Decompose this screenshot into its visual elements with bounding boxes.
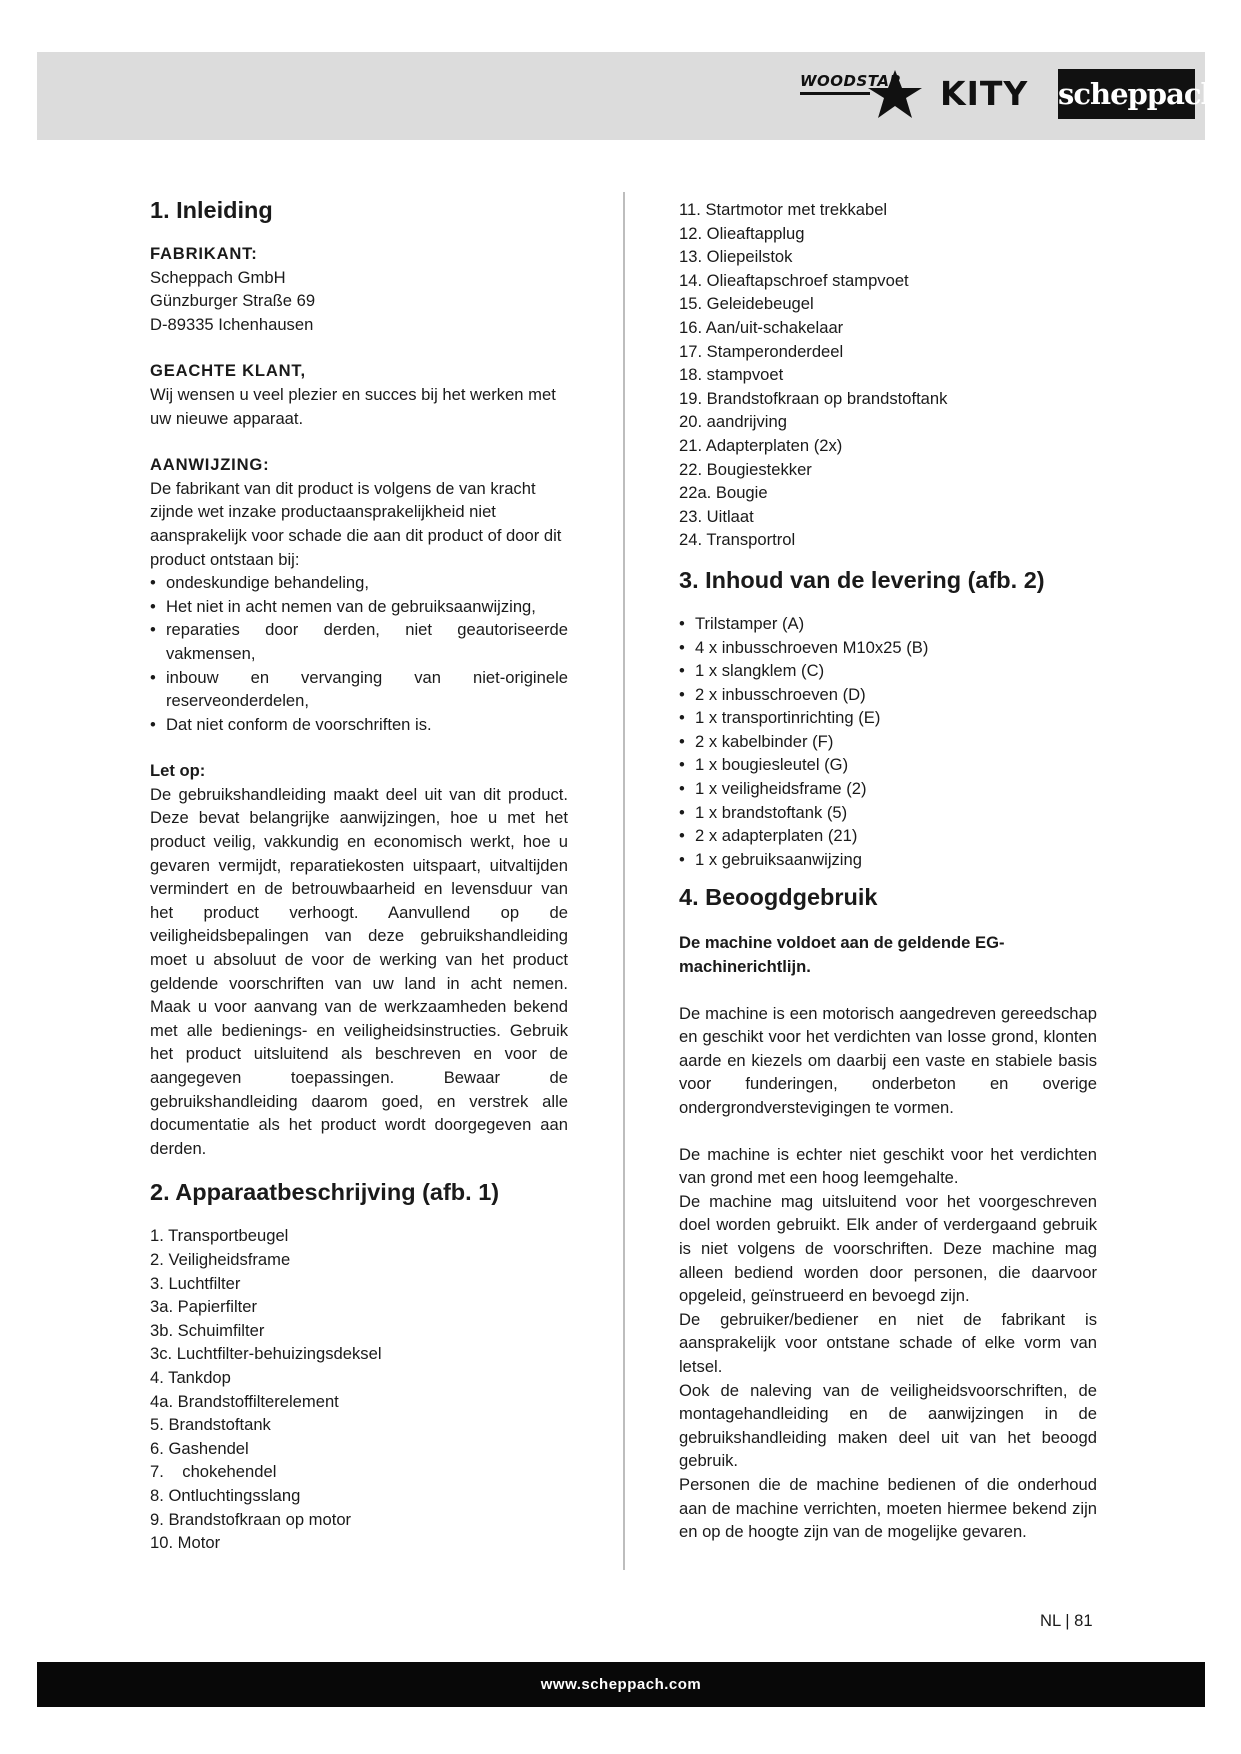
list-item: 1. Transportbeugel bbox=[150, 1226, 289, 1246]
manufacturer-line: Scheppach GmbH bbox=[150, 267, 286, 287]
parts-list-continued bbox=[679, 198, 1097, 552]
intended-use-paragraph: Personen die de machine bedienen of die onderhoud aan de machine verrichten, moeten hiermee bekend zijn en op de hoogte zijn van de mogelijke gevaren. bbox=[679, 1474, 1097, 1542]
list-item: 11. Startmotor met trekkabel bbox=[679, 200, 888, 219]
left-column bbox=[150, 190, 568, 1555]
list-item: • 1 x bougiesleutel (G) bbox=[679, 753, 1097, 777]
page-number: NL | 81 bbox=[1040, 1611, 1093, 1630]
list-item: 10. Motor bbox=[150, 1533, 221, 1553]
list-item: • 2 x inbusschroeven (D) bbox=[679, 683, 1097, 707]
footer-band bbox=[37, 1662, 1205, 1707]
list-item: 4. Tankdop bbox=[150, 1367, 231, 1387]
manufacturer-heading: FABRIKANT: bbox=[150, 244, 258, 263]
list-item: 24. Transportrol bbox=[679, 530, 796, 550]
list-item: • Trilstamper (A) bbox=[679, 612, 1097, 636]
list-item: • Het niet in acht nemen van de gebruiksaanwijzing, bbox=[150, 595, 568, 619]
list-item: 20. aandrijving bbox=[679, 412, 787, 432]
delivery-list bbox=[679, 612, 1097, 872]
list-item: 19. Brandstofkraan op brandstoftank bbox=[679, 388, 948, 408]
list-item: 13. Oliepeilstok bbox=[679, 247, 793, 267]
list-item: 6. Gashendel bbox=[150, 1438, 249, 1458]
list-item: • 2 x adapterplaten (21) bbox=[679, 824, 1097, 848]
list-item: • 1 x slangklem (C) bbox=[679, 659, 1097, 683]
list-item: • 4 x inbusschroeven M10x25 (B) bbox=[679, 636, 1097, 660]
manufacturer-line: Günzburger Straße 69 bbox=[150, 291, 316, 311]
list-item: 3c. Luchtfilter-behuizingsdeksel bbox=[150, 1344, 382, 1364]
list-item: 16. Aan/uit-schakelaar bbox=[679, 317, 844, 337]
intended-use-paragraph: Ook de naleving van de veiligheidsvoorschriften, de montagehandleiding en de aanwijzingen in de gebruikshandleiding maken deel uit van het beoogd gebruik. bbox=[679, 1380, 1097, 1471]
list-item: 22. Bougiestekker bbox=[679, 459, 812, 479]
list-item: • 1 x brandstoftank (5) bbox=[679, 801, 1097, 825]
section-1-title: 1. Inleiding bbox=[150, 197, 273, 223]
list-item: • Dat niet conform de voorschriften is. bbox=[150, 713, 568, 737]
intended-use-paragraph: De machine is echter niet geschikt voor het verdichten van grond met een hoog leemgehalte. bbox=[679, 1144, 1097, 1188]
list-item: 5. Brandstoftank bbox=[150, 1415, 271, 1435]
attention-text: De gebruikshandleiding maakt deel uit van dit product. Deze bevat belangrijke aanwijzingen, hoe u met het product veilig, vakkundig en economisch werkt, hoe u gevaren vermijdt, reparatiekosten uitspaart, uitvaltijden vermindert en de betrouwbaarheid en levensduur van het product verhoogt. Aanvullend op de veiligheidsbepalingen van deze gebruikshandleiding moet u absoluut de voor de werking van het product geldende voorschriften van uw land in acht nemen. Maak u voor aanvang van de werkzaamheden bekend met alle bedienings- en veiligheidsinstructies. Gebruik het product uitsluitend als beschreven en voor de aangegeven toepassingen. Bewaar de gebruikshandleiding daarom goed, en verstrek alle documentatie als het product wordt doorgegeven aan derden. bbox=[150, 784, 568, 1158]
list-item: • 1 x transportinrichting (E) bbox=[679, 706, 1097, 730]
customer-text: Wij wensen u veel plezier en succes bij het werken met uw nieuwe apparaat. bbox=[150, 384, 556, 428]
intended-use-paragraph: De gebruiker/bediener en niet de fabrikant is aansprakelijk voor ontstane schade of elke vorm van letsel. bbox=[679, 1309, 1097, 1376]
list-item: 14. Olieaftapschroef stampvoet bbox=[679, 270, 909, 290]
list-item: 12. Olieaftapplug bbox=[679, 223, 805, 243]
intended-use-paragraph: De machine is een motorisch aangedreven gereedschap en geschikt voor het verdichten van losse grond, klonten aarde en kiezels om daarbij een vaste en stabiele basis voor funderingen, onderbeton en overige ondergrondverstevigingen te vormen. bbox=[679, 1003, 1097, 1117]
list-item: 22a. Bougie bbox=[679, 483, 768, 503]
list-item: • 1 x veiligheidsframe (2) bbox=[679, 777, 1097, 801]
notice-text: De fabrikant van dit product is volgens de van kracht zijnde wet inzake productaansprakelijkheid niet aansprakelijk voor schade die aan dit product of door dit product ontstaan bij: bbox=[150, 478, 562, 569]
list-item: 3. Luchtfilter bbox=[150, 1273, 241, 1293]
list-item: • 1 x gebruiksaanwijzing bbox=[679, 848, 1097, 872]
intended-use-paragraph: De machine mag uitsluitend voor het voorgeschreven doel worden gebruikt. Elk ander of verdergaand gebruik is niet volgens de voorschriften. Deze machine mag alleen bediend worden door personen, die daarvoor opgeleid, geïnstrueerd en bevoegd zijn. bbox=[679, 1191, 1097, 1306]
attention-heading: Let op: bbox=[150, 761, 206, 781]
intended-use-statement: De machine voldoet aan de geldende EG-machinerichtlijn. bbox=[679, 933, 1005, 977]
manufacturer-line: D-89335 Ichenhausen bbox=[150, 314, 314, 334]
header-band bbox=[37, 52, 1205, 140]
notice-bullet-list bbox=[150, 571, 568, 736]
list-item: 9. Brandstofkraan op motor bbox=[150, 1509, 352, 1529]
customer-heading: GEACHTE KLANT, bbox=[150, 361, 306, 381]
list-item: • reparaties door derden, niet geautoriseerde vakmensen, bbox=[150, 618, 568, 665]
list-item: 23. Uitlaat bbox=[679, 506, 754, 526]
kity-logo: KITY bbox=[940, 74, 1029, 113]
parts-list bbox=[150, 1224, 568, 1554]
list-item: 3a. Papierfilter bbox=[150, 1297, 257, 1317]
swoosh-line-icon bbox=[800, 92, 870, 95]
scheppach-logo: scheppach bbox=[1058, 69, 1195, 119]
list-item: • ondeskundige behandeling, bbox=[150, 571, 568, 595]
right-column bbox=[679, 198, 1097, 1544]
list-item: 8. Ontluchtingsslang bbox=[150, 1485, 301, 1505]
woodstar-text: WOODSTAR bbox=[800, 72, 902, 90]
section-3-title: 3. Inhoud van de levering (afb. 2) bbox=[679, 566, 1045, 593]
notice-heading: AANWIJZING: bbox=[150, 455, 270, 475]
list-item: 2. Veiligheidsframe bbox=[150, 1249, 291, 1269]
list-item: • 2 x kabelbinder (F) bbox=[679, 730, 1097, 754]
list-item: 17. Stamperonderdeel bbox=[679, 341, 844, 361]
section-2-title: 2. Apparaatbeschrijving (afb. 1) bbox=[150, 1179, 500, 1206]
list-item: 15. Geleidebeugel bbox=[679, 294, 814, 314]
section-4-title: 4. Beoogdgebruik bbox=[679, 884, 878, 911]
list-item: 7. chokehendel bbox=[150, 1462, 277, 1482]
woodstar-logo bbox=[800, 64, 930, 122]
column-divider bbox=[623, 192, 625, 1570]
list-item: 18. stampvoet bbox=[679, 365, 784, 385]
list-item: 4a. Brandstoffilterelement bbox=[150, 1391, 339, 1411]
footer-url: www.scheppach.com bbox=[540, 1676, 702, 1693]
list-item: • inbouw en vervanging van niet-originele reserveonderdelen, bbox=[150, 666, 568, 713]
list-item: 3b. Schuimfilter bbox=[150, 1320, 265, 1340]
list-item: 21. Adapterplaten (2x) bbox=[679, 435, 843, 455]
